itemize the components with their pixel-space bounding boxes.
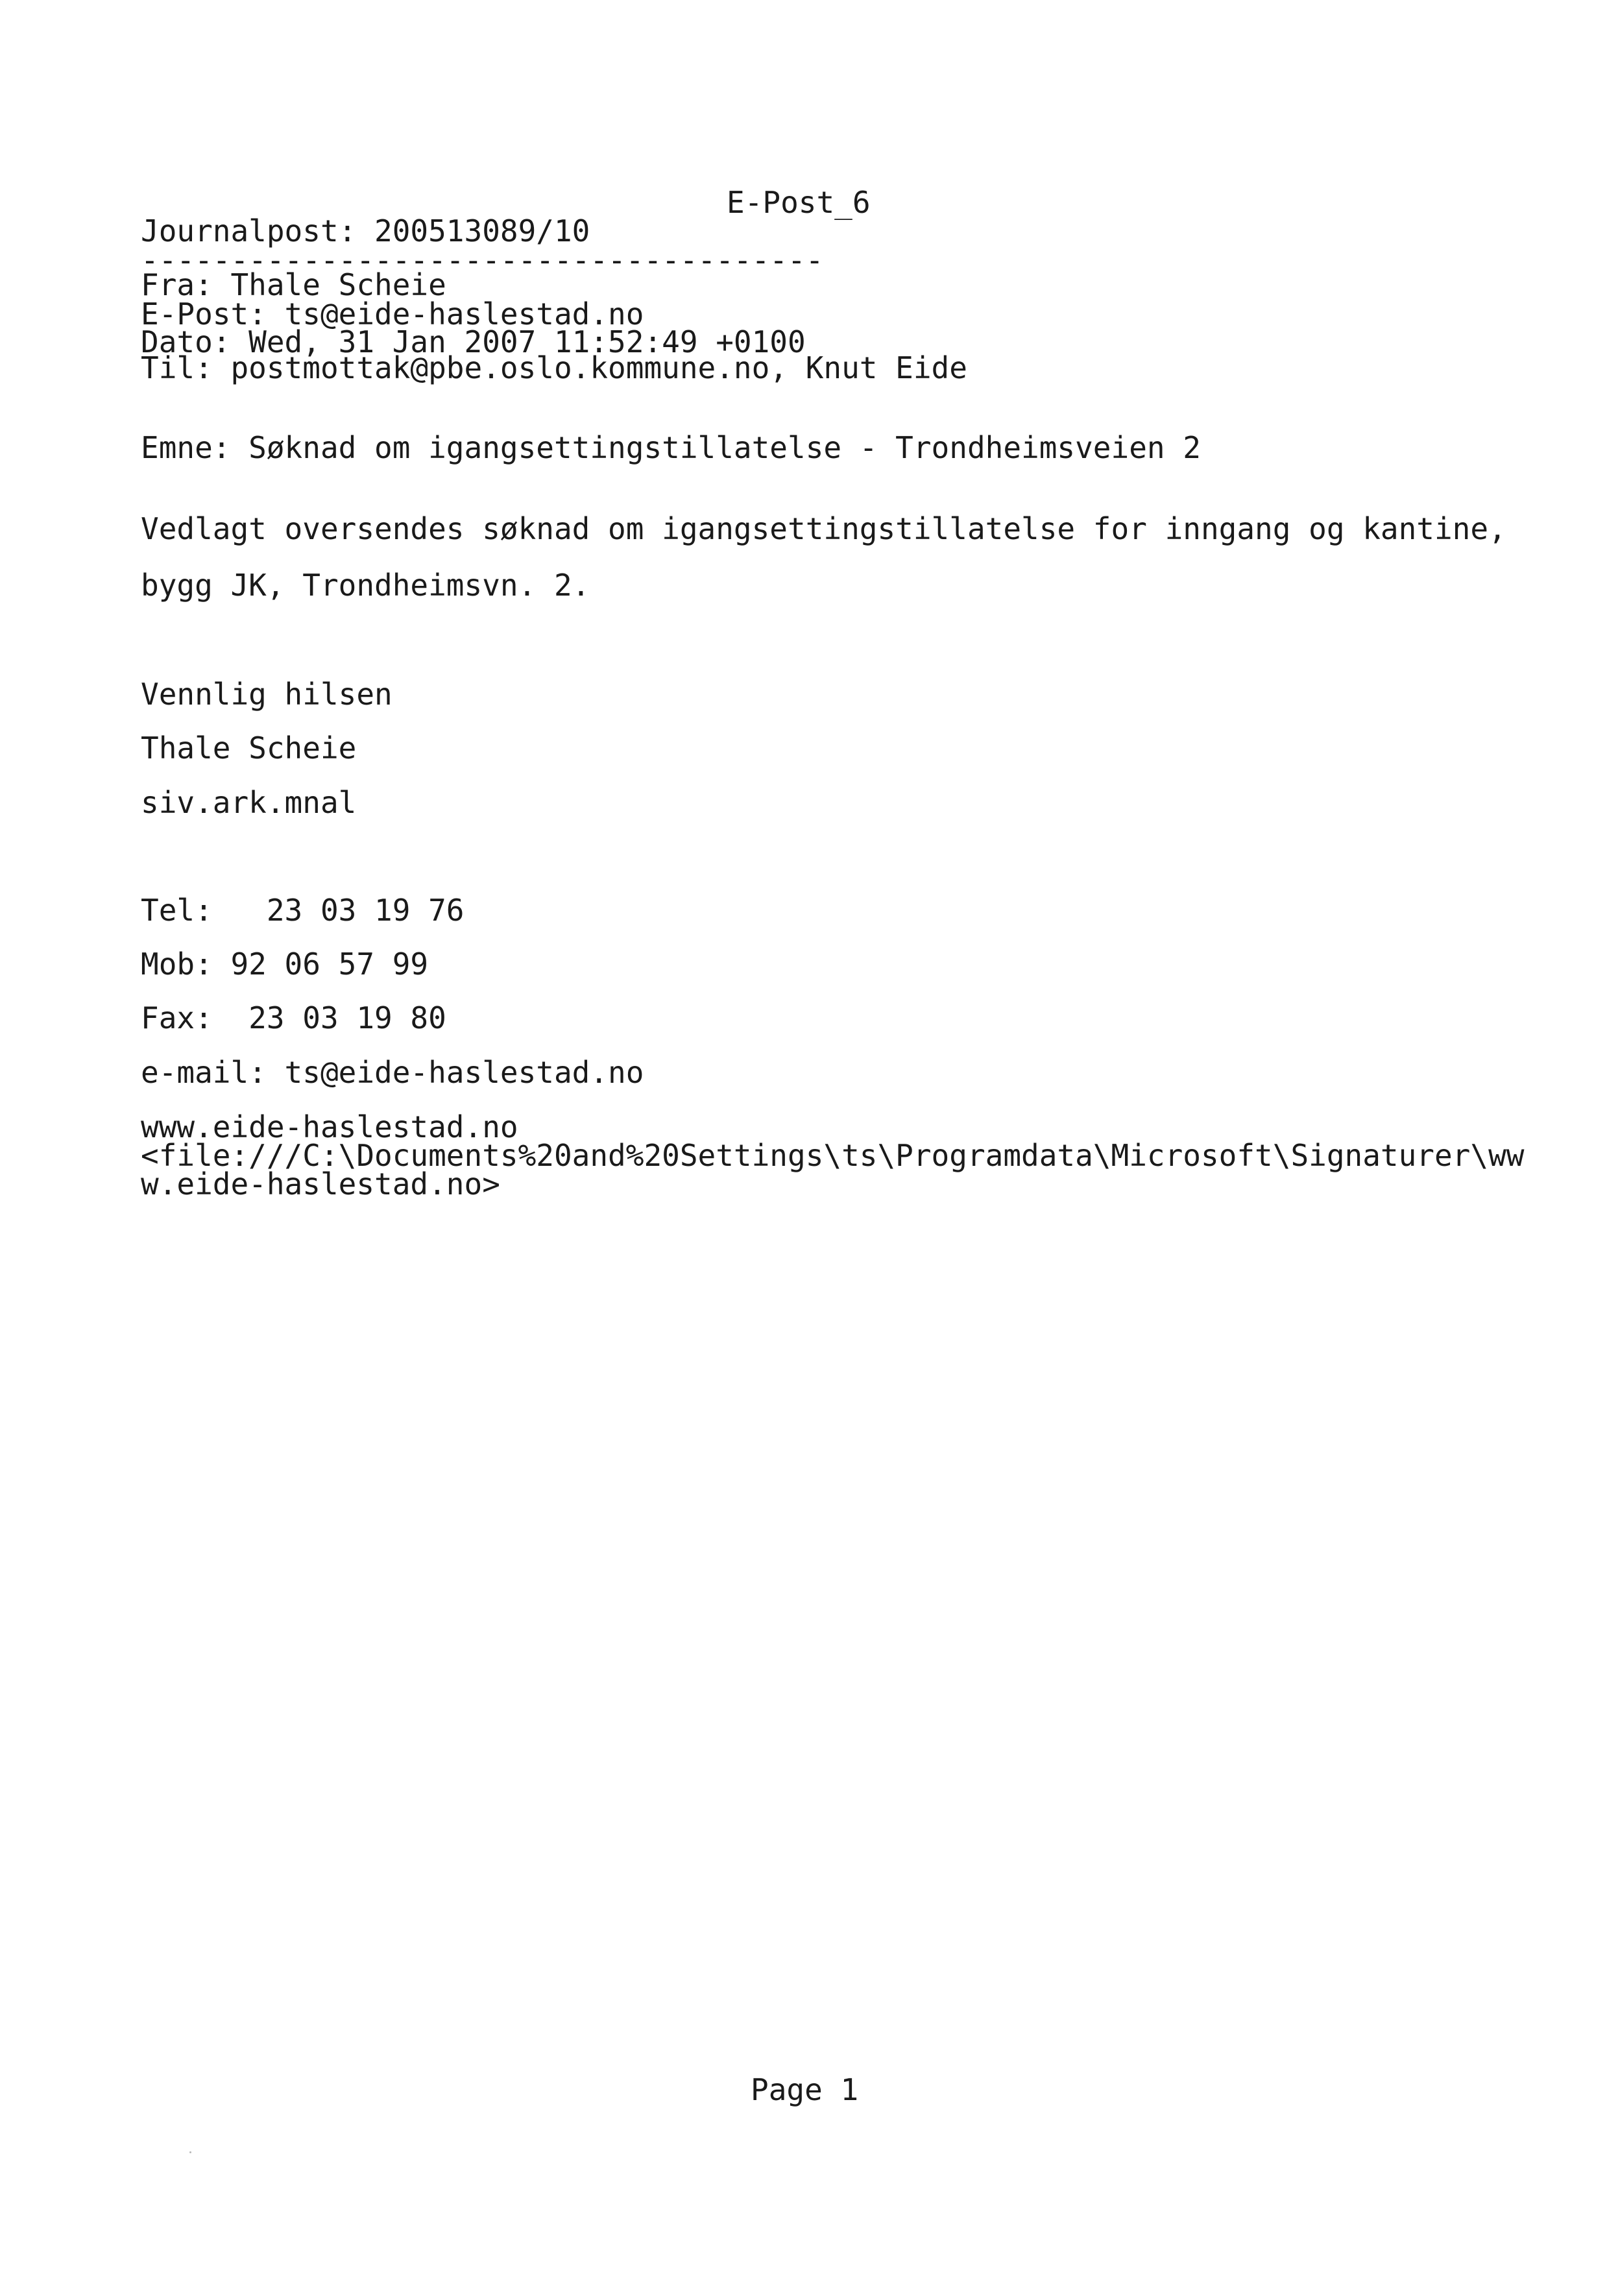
body-text-line-2: bygg JK, Trondheimsvn. 2. — [141, 568, 590, 603]
signature-fax: Fax: 23 03 19 80 — [141, 1000, 446, 1035]
header-to: Til: postmottak@pbe.oslo.kommune.no, Knut Eide — [141, 350, 967, 385]
journalpost-number: Journalpost: 200513089/10 — [141, 213, 590, 248]
document-label: E-Post_6 — [727, 185, 871, 220]
signature-closing: Vennlig hilsen — [141, 677, 393, 712]
header-date: Dato: Wed, 31 Jan 2007 11:52:49 +0100 — [141, 324, 806, 359]
body-text-line-1: Vedlagt oversendes søknad om igangsettingstillatelse for inngang og kantine, — [141, 511, 1506, 546]
header-from: Fra: Thale Scheie — [141, 267, 446, 302]
signature-name: Thale Scheie — [141, 731, 357, 766]
signature-mobile: Mob: 92 06 57 99 — [141, 947, 429, 982]
header-email: E-Post: ts@eide-haslestad.no — [141, 296, 644, 332]
signature-email: e-mail: ts@eide-haslestad.no — [141, 1055, 644, 1090]
scan-speck — [189, 2151, 191, 2153]
email-subject: Emne: Søknad om igangsettingstillatelse - Trondheimsveien 2 — [141, 430, 1201, 465]
separator-line: -------------------------------------- — [141, 243, 824, 278]
signature-website-link[interactable]: www.eide-haslestad.no — [141, 1109, 518, 1144]
page-number: Page 1 — [751, 2072, 859, 2107]
signature-title: siv.ark.mnal — [141, 785, 357, 820]
signature-file-link-line-2[interactable]: w.eide-haslestad.no> — [141, 1166, 500, 1202]
signature-phone: Tel: 23 03 19 76 — [141, 893, 465, 928]
signature-file-link-line-1[interactable]: <file:///C:\Documents%20and%20Settings\ts\Programdata\Microsoft\Signaturer\ww — [141, 1138, 1525, 1173]
